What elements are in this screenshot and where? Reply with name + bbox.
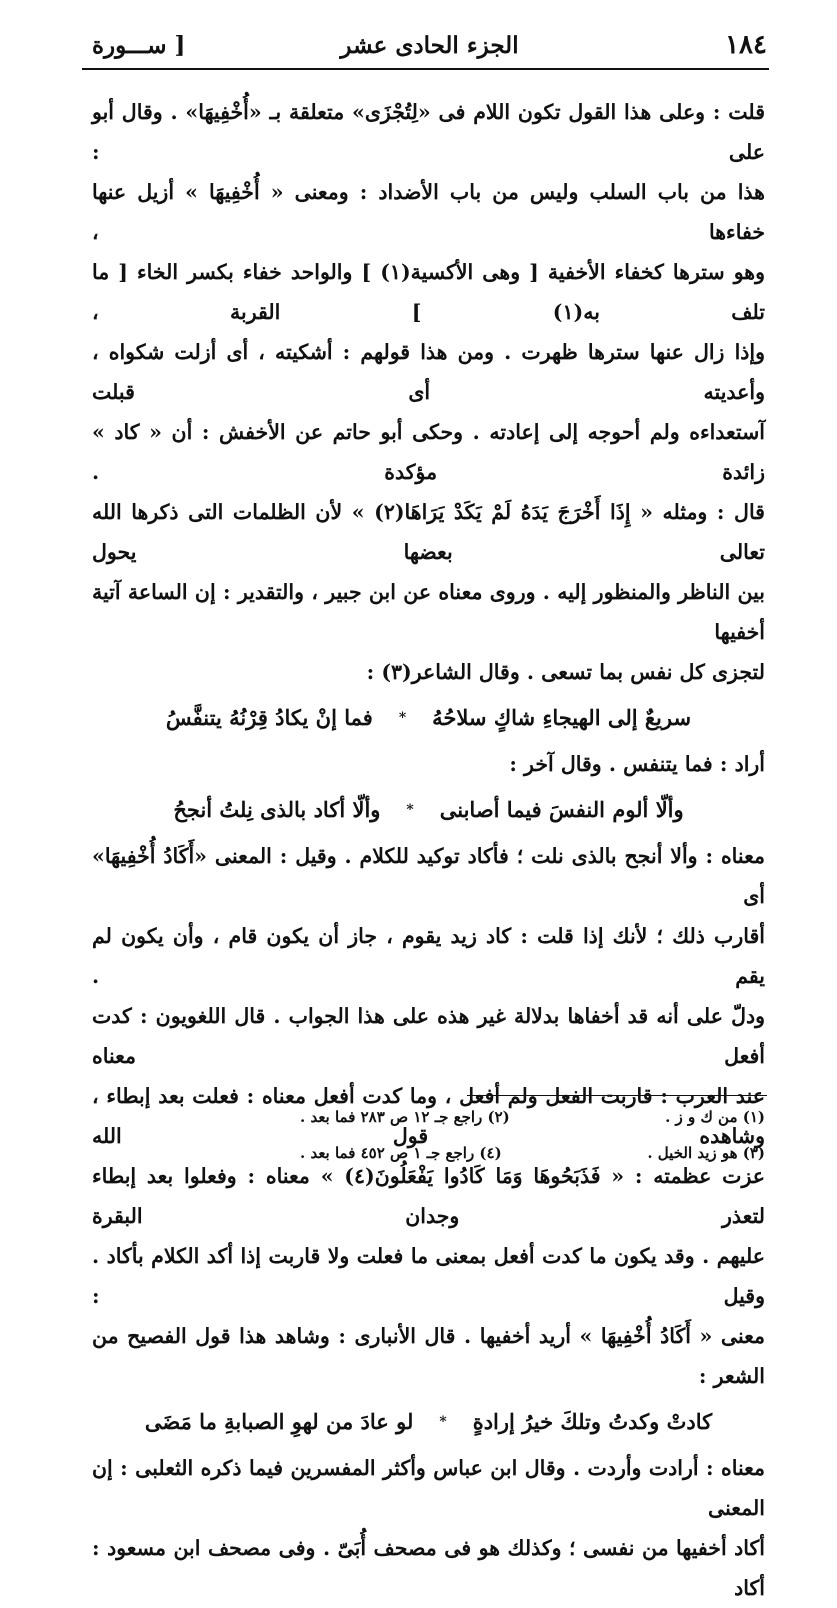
poetry-verse: [92, 1400, 765, 1444]
text-line: عليهم . وقد يكون ما كدت أفعل بمعنى ما فعلت ولا قاربت إذا أكد الكلام بأكاد . وقيل :: [92, 1244, 765, 1308]
poetry-verse: [92, 696, 765, 740]
text-line: قال : ومثله « إِذَا أَخْرَجَ يَدَهُ لَمْ يَكَدْ يَرَاهَا(٢) » لأن الظلمات التى ذكرها الله تعالى بعضها يحول: [92, 500, 765, 564]
header-rule: [82, 68, 769, 70]
footnote-row: [300, 1144, 765, 1180]
text-line: عند العرب : قاربت الفعل ولم أفعل ، وما كدت أفعل معناه : فعلت بعد إبطاء ، وشاهده قول الله: [92, 1084, 765, 1148]
text-line: بين الناظر والمنظور إليه . وروى معناه عن ابن جبير ، والتقدير : إن الساعة آتية أخفيها: [92, 580, 765, 644]
text-line: أقارب ذلك ؛ لأنك إذا قلت : كاد زيد يقوم ، جاز أن يكون قام ، وأن يكون لم يقم .: [92, 924, 765, 988]
verse-hemistich: سريعٌ إلى الهيجاءِ شاكٍ سلاحُهُ: [432, 705, 692, 730]
text-line: لتجزى كل نفس بما تسعى . وقال الشاعر(٣) :: [366, 660, 765, 684]
text-line: معنى « أَكَادُ أُخْفِيهَا » أريد أخفيها . قال الأنبارى : وشاهد هذا قول الفصيح من الشعر :: [92, 1324, 765, 1388]
verse-hemistich: وألّا أكاد بالذى نِلتُ أنجحُ: [173, 797, 381, 822]
verse-separator: *: [398, 710, 407, 726]
footnotes: [300, 1108, 765, 1180]
verse-hemistich: لو عادَ من لهوِ الصبابةِ ما مَضَى: [144, 1409, 414, 1434]
verse-separator: *: [439, 1414, 447, 1430]
footnote: (٣) هو زيد الخيل .: [647, 1144, 765, 1162]
verse-hemistich: كادتْ وكدتُ وتلكَ خيرُ إرادةٍ: [472, 1409, 713, 1434]
footnote-rule: [467, 1095, 767, 1096]
verse-hemistich: وألّا ألوم النفسَ فيما أصابنى: [439, 797, 684, 822]
verse-separator: *: [406, 802, 414, 818]
page-header: [92, 30, 767, 70]
surah-label: [ ســـورة: [92, 32, 186, 59]
page-number: ١٨٤: [725, 30, 767, 60]
poetry-verse: [92, 788, 765, 832]
footnote: (٢) راجع جـ ١٢ ص ٢٨٣ فما بعد .: [300, 1108, 510, 1126]
footnote-row: [300, 1108, 765, 1144]
text-line: ودلّ على أنه قد أخفاها بدلالة غير هذه على هذا الجواب . قال اللغويون : كدت أفعل معناه: [92, 1004, 765, 1068]
text-line: عزت عظمته : « فَذَبَحُوهَا وَمَا كَادُوا يَفْعَلُونَ(٤) » معناه : وفعلوا بعد إبطاء لتعذر وجدان البقرة: [92, 1164, 765, 1228]
footnote: (١) من ك و ز .: [665, 1108, 765, 1126]
verse-hemistich: فما إنْ يكادُ قِرْنُهُ يتنفَّسُ: [165, 705, 373, 730]
text-line: قلت : وعلى هذا القول تكون اللام فى «لِتُجْزَى» متعلقة بـ «أُخْفِيهَا» . وقال أبو على :: [92, 100, 765, 164]
text-line: هذا من باب السلب وليس من باب الأضداد : ومعنى « أُخْفِيهَا » أزيل عنها خفاءها ،: [92, 180, 765, 244]
text-line: أراد : فما يتنفس . وقال آخر :: [509, 752, 765, 776]
text-line: وإذا زال عنها سترها ظهرت . ومن هذا قولهم : أشكيته ، أى أزلت شكواه ، وأعديته أى قبلت: [92, 340, 765, 404]
main-text: [92, 92, 765, 1608]
text-line: وهو سترها كخفاء الأخفية [ وهى الأكسية(١) ] والواحد خفاء بكسر الخاء [ ما تلف به(١) ] القربة ،: [92, 260, 765, 324]
footnote: (٤) راجع جـ ١ ص ٤٥٢ فما بعد .: [300, 1144, 502, 1162]
text-line: أكاد أخفيها من نفسى ؛ وكذلك هو فى مصحف أُبَىّ . وفى مصحف ابن مسعود : أكاد: [92, 1536, 765, 1600]
text-line: معناه : أرادت وأردت . وقال ابن عباس وأكثر المفسرين فيما ذكره الثعلبى : إن المعنى: [92, 1456, 765, 1520]
text-line: آستعداءه ولم أحوجه إلى إعادته . وحكى أبو حاتم عن الأخفش : أن « كاد » زائدة مؤكدة .: [92, 420, 765, 484]
running-title: الجزء الحادى عشر: [340, 32, 519, 59]
text-line: معناه : وألا أنجح بالذى نلت ؛ فأكاد توكيد للكلام . وقيل : المعنى «أَكَادُ أُخْفِيهَا» أى: [92, 844, 765, 908]
